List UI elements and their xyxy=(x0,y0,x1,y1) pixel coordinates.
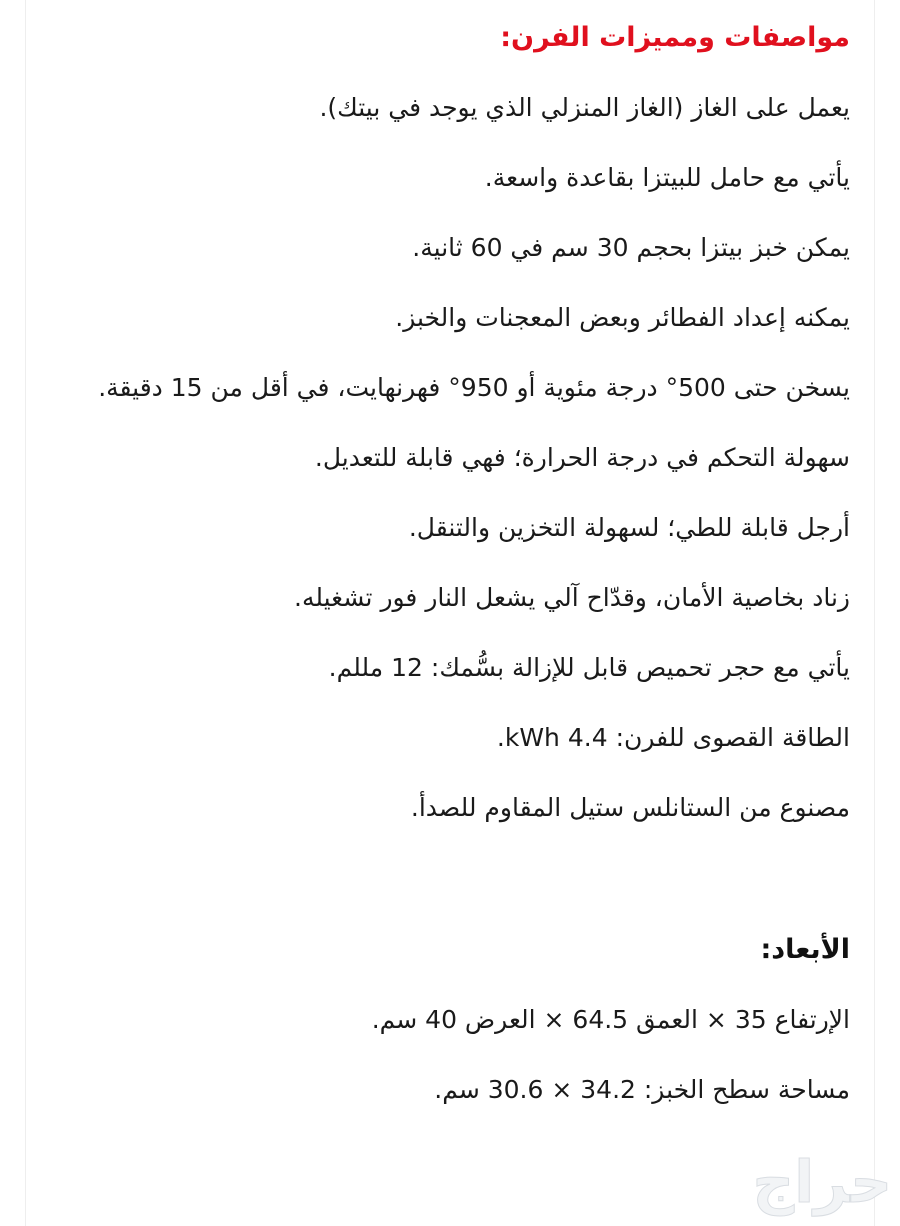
spec-item: الطاقة القصوى للفرن: 4.4 kWh. xyxy=(496,723,850,752)
spec-item: زناد بخاصية الأمان، وقدّاح آلي يشعل النار فور تشغيله. xyxy=(294,583,850,612)
spec-item: أرجل قابلة للطي؛ لسهولة التخزين والتنقل. xyxy=(408,513,850,542)
dimension-item: الإرتفاع 35 × العمق 64.5 × العرض 40 سم. xyxy=(371,1005,850,1034)
document-body xyxy=(50,3,850,1125)
spec-item: مصنوع من الستانلس ستيل المقاوم للصدأ. xyxy=(410,793,850,822)
spec-item: يمكن خبز بيتزا بحجم 30 سم في 60 ثانية. xyxy=(412,233,850,262)
section-gap xyxy=(50,843,850,915)
specs-heading: مواصفات ومميزات الفرن: xyxy=(500,22,850,53)
dimensions-heading: الأبعاد: xyxy=(760,934,850,965)
spec-item: يعمل على الغاز (الغاز المنزلي الذي يوجد في بيتك). xyxy=(319,93,850,122)
spec-item: يأتي مع حامل للبيتزا بقاعدة واسعة. xyxy=(484,163,850,192)
dimension-item: مساحة سطح الخبز: 34.2 × 30.6 سم. xyxy=(434,1075,850,1104)
spec-item: يسخن حتى 500° درجة مئوية أو 950° فهرنهايت، في أقل من 15 دقيقة. xyxy=(98,373,850,402)
spec-item: يأتي مع حجر تحميص قابل للإزالة بسُّمك: 12 مللم. xyxy=(328,653,850,682)
spec-item: يمكنه إعداد الفطائر وبعض المعجنات والخبز. xyxy=(395,303,850,332)
spec-item: سهولة التحكم في درجة الحرارة؛ فهي قابلة للتعديل. xyxy=(314,443,850,472)
haraj-watermark-logo: حراج xyxy=(752,1148,892,1216)
